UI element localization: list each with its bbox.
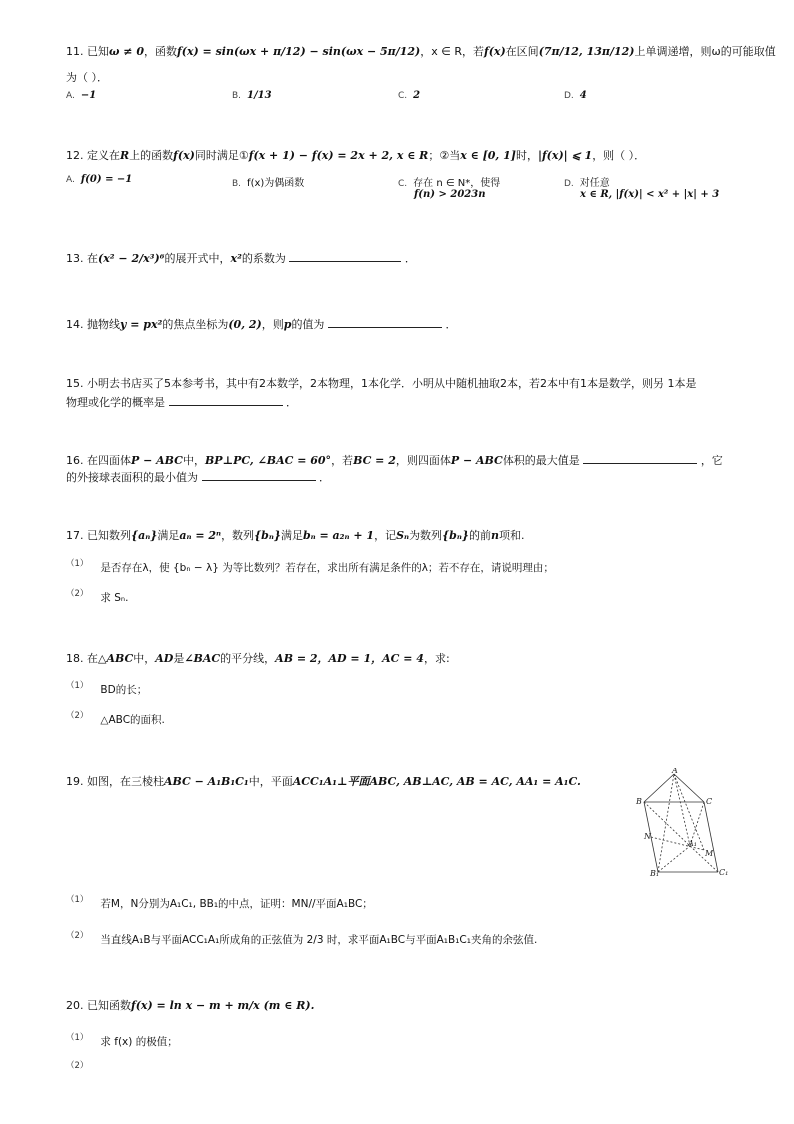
q18-part-1 (66, 682, 147, 697)
part-label: （2） (66, 931, 89, 941)
q17-an: {aₙ} (131, 529, 158, 542)
q12-option-d (564, 174, 719, 200)
part-text: 若M，N分别为A₁C₁, BB₁的中点，证明：MN//平面A₁BC； (100, 898, 373, 910)
q15-end: ． (286, 396, 297, 409)
q18-text-d: 的平分线， (220, 652, 276, 665)
question-13-stem (66, 250, 736, 266)
q12-R: R (120, 149, 130, 162)
q13-text-c: 的系数为 (241, 252, 286, 265)
q14-text-d: 的值为 (291, 318, 325, 331)
part-label: （1） (66, 1033, 89, 1043)
q18-text-b: 中， (133, 652, 156, 665)
q12-ineq: |f(x)| ⩽ 1 (537, 149, 593, 162)
question-14-stem (66, 316, 736, 332)
q12-eq1: f(x + 1) − f(x) = 2x + 2, x ∈ R (248, 149, 429, 162)
q11-option-d (564, 90, 587, 101)
q18-part-2 (66, 712, 165, 727)
q12-number-text: 12. 定义在 (66, 149, 120, 162)
q18-text-c: 是 (173, 652, 185, 665)
q19-text-b: 中，平面 (248, 775, 293, 788)
question-15-line2 (66, 394, 736, 410)
q20-part-2 (66, 1062, 100, 1074)
part-label: （2） (66, 589, 89, 599)
part-text: 是否存在λ，使 {bₙ − λ} 为等比数列？若存在，求出所有满足条件的λ；若不存在，请说明理由； (100, 562, 554, 574)
q14-text-c: ，则 (261, 318, 284, 331)
label-C: C (706, 797, 713, 806)
q20-function: f(x) = ln x − m + m/x (m ∈ R). (131, 999, 315, 1012)
part-text: 求 f(x) 的极值； (100, 1036, 178, 1048)
option-label: C. (398, 91, 408, 101)
q17-text-c: ，数列 (221, 529, 255, 542)
q19-prism: ABC − A₁B₁C₁ (164, 775, 249, 788)
q16-text-d: ，则四面体 (395, 454, 451, 467)
label-A: A (672, 768, 678, 775)
q15-answer-blank[interactable] (169, 394, 283, 406)
part-text: BD的长； (100, 684, 148, 696)
q12-text-b: 上的函数 (129, 149, 174, 162)
q16-number-text: 16. 在四面体 (66, 454, 131, 467)
label-B: B (636, 797, 642, 806)
option-text: 1/13 (247, 90, 272, 101)
part-text: 当直线A₁B与平面ACC₁A₁所成角的正弦值为 2/3 时，求平面A₁BC与平面A₁B₁C₁夹角的余弦值. (100, 934, 538, 946)
label-C1: C₁ (719, 868, 729, 877)
option-text: 4 (579, 90, 587, 101)
q13-answer-blank[interactable] (289, 250, 401, 262)
question-12-stem (66, 148, 736, 163)
q12-text-e: 时， (515, 149, 538, 162)
part-label: （1） (66, 681, 89, 691)
q14-answer-blank[interactable] (328, 316, 442, 328)
q16-line2-text: 的外接球表面积的最小值为 (66, 471, 198, 484)
option-label: B. (232, 179, 242, 189)
part-label: （1） (66, 895, 89, 905)
option-text: −1 (80, 90, 97, 101)
part-text: 求 Sₙ. (100, 592, 129, 604)
question-16-stem (66, 452, 736, 468)
q16-answer-blank-2[interactable] (202, 469, 316, 481)
q11-text-d: 在区间 (505, 45, 539, 58)
q16-answer-blank-1[interactable] (583, 452, 697, 464)
q12-text-c: 同时满足① (194, 149, 249, 162)
part-label: （2） (66, 711, 89, 721)
q18-ad: AD (155, 652, 174, 665)
label-N: N (644, 832, 651, 841)
question-18-stem (66, 651, 736, 666)
question-15-line1: 15. 小明去书店买了5本参考书，其中有2本数学，2本物理，1本化学．小明从中随机抽取2本，若2本中有1本是数学，则另 1本是 (66, 377, 697, 390)
q11-function: f(x) = sin(ωx + π/12) − sin(ωx − 5π/12) (177, 45, 421, 58)
option-text: 存在 n ∈ N*，使得 (413, 178, 501, 189)
q17-part-1 (66, 560, 554, 575)
q17-text-d: 满足 (280, 529, 303, 542)
q16-bc: BC = 2 (353, 454, 396, 467)
option-text: 2 (413, 90, 421, 101)
q17-sn: Sₙ (396, 529, 410, 542)
q14-end: ． (445, 318, 457, 331)
q13-end: ． (404, 252, 416, 265)
q17-text-g: 的前 (468, 529, 491, 542)
question-20-stem (66, 998, 736, 1013)
q17-part-2 (66, 590, 128, 605)
q19-part-1 (66, 896, 373, 911)
option-label: A. (66, 175, 75, 185)
option-label: A. (66, 91, 75, 101)
q18-values: AB = 2，AD = 1，AC = 4 (275, 652, 424, 665)
q16-tetrahedron-2: P − ABC (450, 454, 503, 467)
q17-text-b: 满足 (157, 529, 180, 542)
option-text: f(0) = −1 (80, 174, 133, 185)
question-16-line2 (66, 469, 736, 485)
option-text: f(x)为偶函数 (247, 178, 305, 189)
q17-aeq: aₙ = 2ⁿ (179, 529, 222, 542)
question-11-stem (66, 44, 776, 59)
q18-text-e: ，求: (423, 652, 450, 665)
q17-number-text: 17. 已知数列 (66, 529, 131, 542)
q11-option-c (398, 90, 420, 101)
q11-text-e: 上单调递增，则ω的可能取值 (634, 45, 776, 58)
option-label: D. (564, 91, 574, 101)
part-label: （1） (66, 559, 89, 569)
q19-plane: ACC₁A₁⊥平面ABC, AB⊥AC, AB = AC, AA₁ = A₁C. (292, 775, 581, 788)
q11-option-a (66, 90, 96, 101)
q11-line2: 为（ ）． (66, 71, 108, 84)
q16-condition: BP⊥PC, ∠BAC = 60° (204, 454, 332, 467)
q13-number-text: 13. 在 (66, 252, 98, 265)
option-text: 对任意 (579, 178, 610, 189)
q17-bn: {bₙ} (254, 529, 281, 542)
q14-number-text: 14. 抛物线 (66, 318, 120, 331)
q18-angle: ∠BAC (184, 652, 221, 665)
q17-n: n (490, 529, 499, 542)
option-label: C. (398, 179, 408, 189)
part-text: △ABC的面积. (100, 714, 165, 726)
q13-term: x² (230, 252, 242, 265)
q14-text-b: 的焦点坐标为 (162, 318, 229, 331)
q16-text-e: 体积的最大值是 (502, 454, 580, 467)
q11-interval: (7π/12, 13π/12) (538, 45, 635, 58)
q14-curve: y = px² (120, 318, 163, 331)
q12-option-c (398, 174, 500, 200)
option-label: D. (564, 179, 574, 189)
q15-text: 物理或化学的概率是 (66, 396, 165, 409)
q16-text-c: ，若 (331, 454, 354, 467)
label-A1: A₁ (688, 839, 697, 848)
q19-number-text: 19. 如图，在三棱柱 (66, 775, 164, 788)
q18-triangle: △ABC (98, 652, 134, 665)
q11-condition: ω ≠ 0 (109, 45, 145, 58)
q17-text-h: 项和. (498, 529, 525, 542)
q13-text-b: 的展开式中， (164, 252, 231, 265)
q12-text-d: ；②当 (428, 149, 461, 162)
prism-figure (630, 768, 742, 880)
q17-text-f: 为数列 (409, 529, 443, 542)
q14-focus: (0, 2) (228, 318, 262, 331)
q11-text-c: ，x ∈ R，若 (420, 45, 484, 58)
q12-text-f: ，则（ ）． (592, 149, 646, 162)
q20-part-1 (66, 1034, 178, 1049)
question-17-stem (66, 528, 736, 543)
q17-text-e: ，记 (374, 529, 397, 542)
q12-option-b (232, 174, 304, 189)
q20-number-text: 20. 已知函数 (66, 999, 131, 1012)
option-label: B. (232, 91, 242, 101)
q17-beq: bₙ = a₂ₙ + 1 (302, 529, 375, 542)
option-text-line2: f(n) > 2023n (414, 189, 486, 200)
label-B1: B₁ (650, 869, 660, 878)
q16-text-b: 中， (182, 454, 205, 467)
q11-text-b: ，函数 (144, 45, 178, 58)
option-text-line2: x ∈ R, |f(x)| < x² + |x| + 3 (580, 189, 720, 200)
q17-bn2: {bₙ} (442, 529, 469, 542)
q18-number-text: 18. 在 (66, 652, 98, 665)
q12-cond: x ∈ [0, 1] (460, 149, 516, 162)
q12-fx: f(x) (173, 149, 195, 162)
q13-expression: (x² − 2/x³)⁶ (98, 252, 165, 265)
q14-p: p (283, 318, 292, 331)
q12-option-a (66, 174, 132, 185)
q11-option-b (232, 90, 272, 101)
q16-text-f: ，它 (700, 454, 723, 467)
q11-number-text: 11. 已知 (66, 45, 109, 58)
q11-fx: f(x) (483, 45, 506, 58)
label-M: M (705, 849, 714, 858)
q16-tetrahedron: P − ABC (131, 454, 183, 467)
q19-part-2 (66, 932, 537, 947)
q16-end: ． (319, 471, 330, 484)
part-label: （2） (66, 1061, 89, 1071)
